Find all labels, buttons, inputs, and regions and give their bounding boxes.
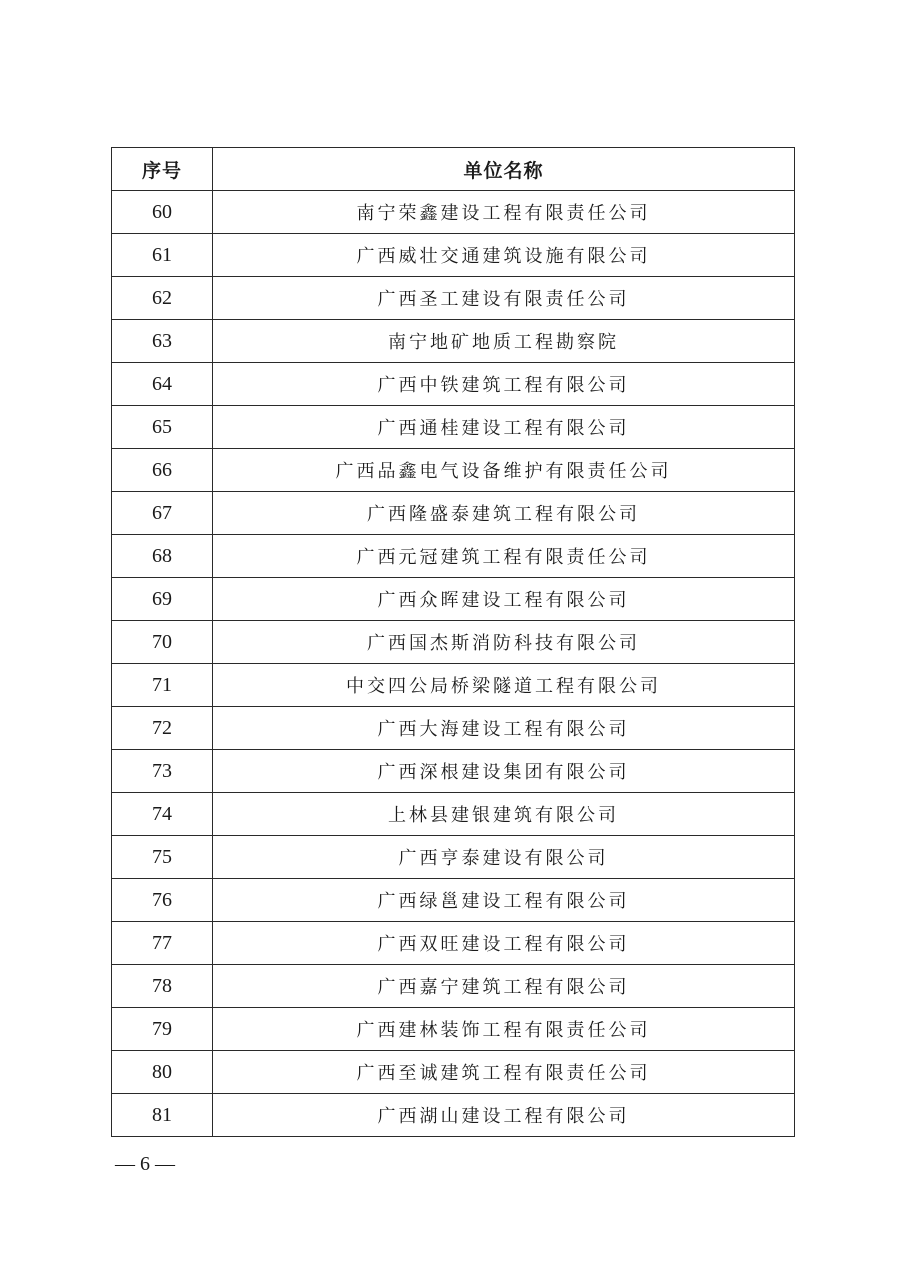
table-row xyxy=(112,621,795,664)
table-row xyxy=(112,965,795,1008)
unit-name-cell: 广西品鑫电气设备维护有限责任公司 xyxy=(213,449,795,492)
table-row xyxy=(112,492,795,535)
page-number: — 6 — xyxy=(115,1153,175,1175)
table-row xyxy=(112,1008,795,1051)
table-header-row xyxy=(112,148,795,191)
unit-name-cell: 中交四公局桥梁隧道工程有限公司 xyxy=(213,664,795,707)
column-header-serial: 序号 xyxy=(112,148,213,191)
table-row xyxy=(112,234,795,277)
serial-number-cell: 77 xyxy=(112,922,213,965)
serial-number-cell: 71 xyxy=(112,664,213,707)
serial-number-cell: 75 xyxy=(112,836,213,879)
table-row xyxy=(112,707,795,750)
serial-number-cell: 81 xyxy=(112,1094,213,1137)
serial-number-cell: 78 xyxy=(112,965,213,1008)
table-row xyxy=(112,922,795,965)
serial-number-cell: 74 xyxy=(112,793,213,836)
table-row xyxy=(112,664,795,707)
unit-name-cell: 广西绿邕建设工程有限公司 xyxy=(213,879,795,922)
company-list-table xyxy=(111,147,795,1137)
table-row xyxy=(112,449,795,492)
serial-number-cell: 61 xyxy=(112,234,213,277)
unit-name-cell: 上林县建银建筑有限公司 xyxy=(213,793,795,836)
serial-number-cell: 63 xyxy=(112,320,213,363)
column-header-unit-name: 单位名称 xyxy=(213,148,795,191)
unit-name-cell: 广西深根建设集团有限公司 xyxy=(213,750,795,793)
unit-name-cell: 广西双旺建设工程有限公司 xyxy=(213,922,795,965)
table-row xyxy=(112,363,795,406)
unit-name-cell: 南宁荣鑫建设工程有限责任公司 xyxy=(213,191,795,234)
table-row xyxy=(112,879,795,922)
table-row xyxy=(112,578,795,621)
table-body xyxy=(112,191,795,1137)
serial-number-cell: 79 xyxy=(112,1008,213,1051)
serial-number-cell: 65 xyxy=(112,406,213,449)
table-row xyxy=(112,793,795,836)
table-row xyxy=(112,836,795,879)
unit-name-cell: 广西国杰斯消防科技有限公司 xyxy=(213,621,795,664)
table-row xyxy=(112,277,795,320)
unit-name-cell: 广西通桂建设工程有限公司 xyxy=(213,406,795,449)
serial-number-cell: 68 xyxy=(112,535,213,578)
unit-name-cell: 广西亨泰建设有限公司 xyxy=(213,836,795,879)
serial-number-cell: 80 xyxy=(112,1051,213,1094)
serial-number-cell: 62 xyxy=(112,277,213,320)
serial-number-cell: 73 xyxy=(112,750,213,793)
unit-name-cell: 广西湖山建设工程有限公司 xyxy=(213,1094,795,1137)
serial-number-cell: 67 xyxy=(112,492,213,535)
serial-number-cell: 70 xyxy=(112,621,213,664)
table-row xyxy=(112,320,795,363)
unit-name-cell: 广西大海建设工程有限公司 xyxy=(213,707,795,750)
table-row xyxy=(112,535,795,578)
unit-name-cell: 广西嘉宁建筑工程有限公司 xyxy=(213,965,795,1008)
serial-number-cell: 60 xyxy=(112,191,213,234)
unit-name-cell: 广西至诚建筑工程有限责任公司 xyxy=(213,1051,795,1094)
serial-number-cell: 69 xyxy=(112,578,213,621)
serial-number-cell: 76 xyxy=(112,879,213,922)
unit-name-cell: 广西元冠建筑工程有限责任公司 xyxy=(213,535,795,578)
unit-name-cell: 广西隆盛泰建筑工程有限公司 xyxy=(213,492,795,535)
table-row xyxy=(112,406,795,449)
unit-name-cell: 广西建林装饰工程有限责任公司 xyxy=(213,1008,795,1051)
unit-name-cell: 广西中铁建筑工程有限公司 xyxy=(213,363,795,406)
unit-name-cell: 广西威壮交通建筑设施有限公司 xyxy=(213,234,795,277)
serial-number-cell: 66 xyxy=(112,449,213,492)
table-row xyxy=(112,1051,795,1094)
unit-name-cell: 广西圣工建设有限责任公司 xyxy=(213,277,795,320)
table-row xyxy=(112,191,795,234)
table-row xyxy=(112,750,795,793)
unit-name-cell: 南宁地矿地质工程勘察院 xyxy=(213,320,795,363)
serial-number-cell: 72 xyxy=(112,707,213,750)
table-row xyxy=(112,1094,795,1137)
unit-name-cell: 广西众晖建设工程有限公司 xyxy=(213,578,795,621)
serial-number-cell: 64 xyxy=(112,363,213,406)
